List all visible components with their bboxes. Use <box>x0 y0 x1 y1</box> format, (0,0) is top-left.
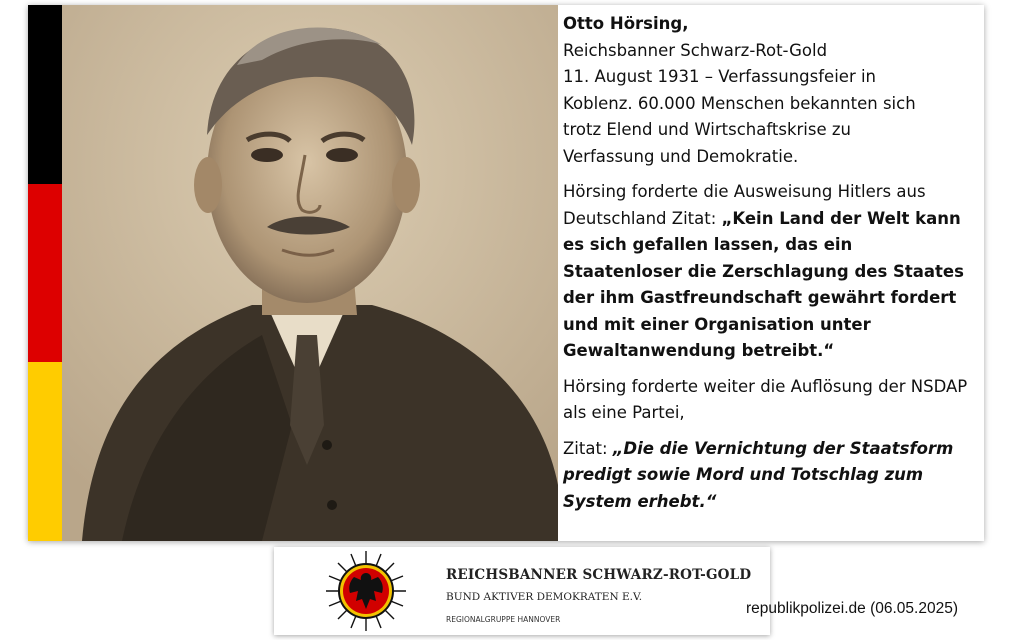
quote-paragraph-1 <box>563 179 973 365</box>
intro-paragraph <box>563 11 973 170</box>
paragraph-text: Hörsing forderte die Ausweisung Hitlers aus Deutschland Zitat: <box>563 182 926 228</box>
intro-line: Koblenz. 60.000 Menschen bekannten sich <box>563 93 916 113</box>
bold-italic-quote: „Die die Vernichtung der Staatsform predigt sowie Mord und Totschlag zum System erhebt.“ <box>563 438 954 511</box>
flag-red <box>28 184 62 363</box>
organization-subtitle: BUND AKTIVER DEMOKRATEN E.V. <box>446 591 643 603</box>
nsdap-paragraph <box>563 374 973 427</box>
flag-black <box>28 5 62 184</box>
source-credit: republikpolizei.de (06.05.2025) <box>746 600 958 617</box>
regional-group: REGIONALGRUPPE HANNOVER <box>446 615 561 624</box>
bold-quote: „Kein Land der Welt kann es sich gefallen lassen, das ein Staatenloser die Zerschlagung des Staates der ihm Gastfreundschaft gewährt fordert und mit einer Organisation unter Gewaltanwendung betreibt.“ <box>563 208 964 360</box>
info-card <box>28 5 984 541</box>
intro-line: Verfassung und Demokratie. <box>563 146 799 166</box>
paragraph-text: Zitat: <box>563 438 613 458</box>
description-text <box>563 11 973 524</box>
intro-line: 11. August 1931 – Verfassungsfeier in <box>563 67 877 86</box>
portrait-photo <box>62 5 558 541</box>
german-flag-stripe <box>28 5 62 541</box>
intro-line: trotz Elend und Wirtschaftskrise zu <box>563 120 851 139</box>
intro-line: Reichsbanner Schwarz-Rot-Gold <box>563 40 828 60</box>
eagle-emblem-icon <box>326 551 406 631</box>
quote-paragraph-2 <box>563 436 973 516</box>
organization-title: REICHSBANNER SCHWARZ-ROT-GOLD <box>446 567 752 583</box>
person-name: Otto Hörsing, <box>563 14 689 33</box>
flag-gold <box>28 362 62 541</box>
organization-banner <box>274 547 770 635</box>
paragraph-text: Hörsing forderte weiter die Auflösung der NSDAP als eine Partei, <box>563 376 968 422</box>
